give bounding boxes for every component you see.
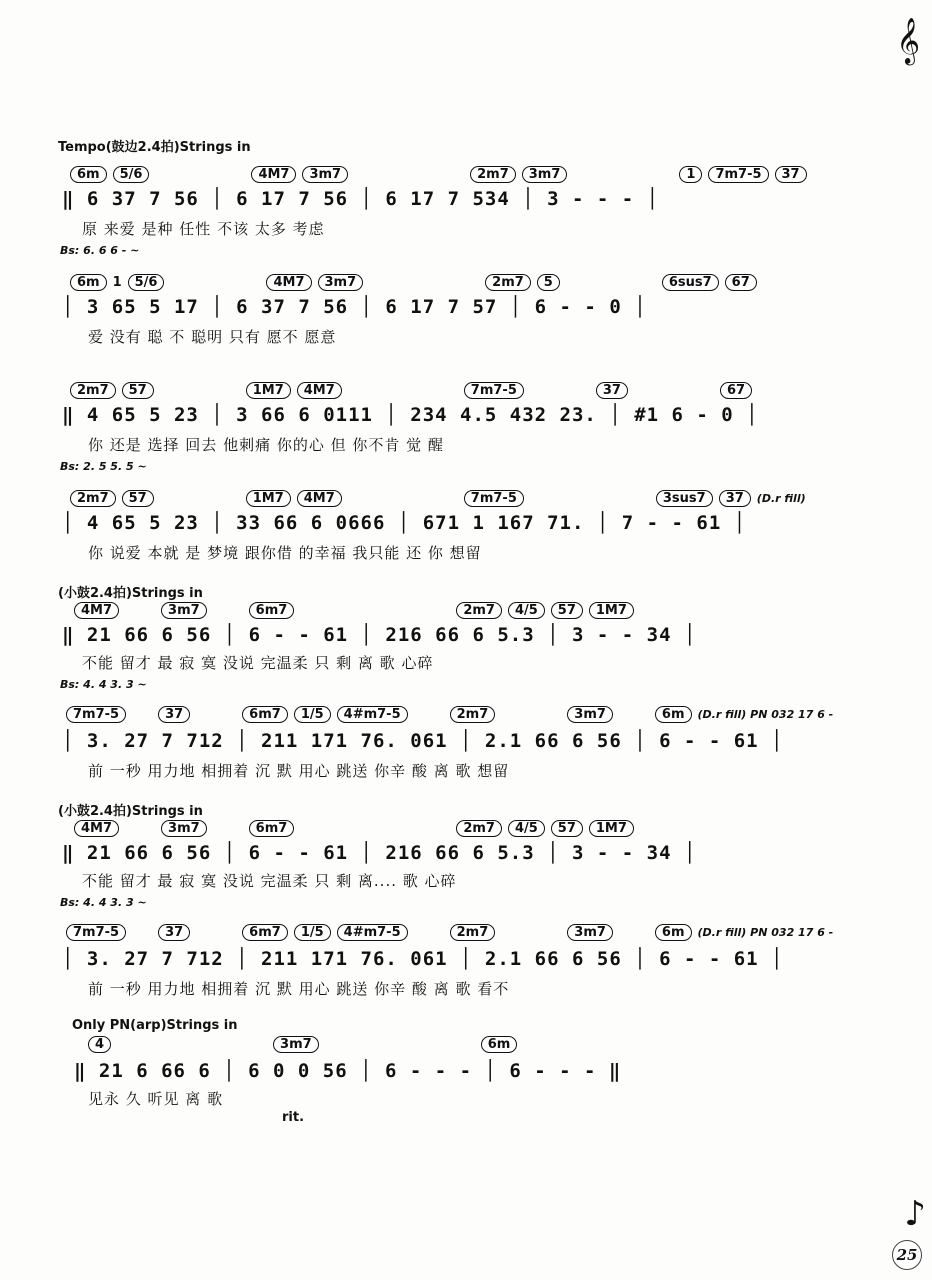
chord-row-5 [74,602,634,619]
chord: 3sus7 [656,490,713,507]
chord: 57 [122,382,154,399]
chord: 1M7 [246,382,291,399]
bass-line-1: Bs: 6. 6 6 - ~ [60,244,140,257]
chord: 57 [551,820,583,837]
chord: 1M7 [589,820,634,837]
chord: 4/5 [508,602,545,619]
chord: 1/5 [294,706,331,723]
treble-clef-icon: 𝄞 [896,18,920,64]
chord: 4M7 [251,166,296,183]
chord-row-1 [70,166,807,183]
notation-line-9: ‖ 21 6 66 6 │ 6 0 0 56 │ 6 - - - │ 6 - - - ‖ [74,1060,622,1082]
chord: 4 [88,1036,111,1053]
chord: 4M7 [74,602,119,619]
chord: 2m7 [456,602,502,619]
chord: 3m7 [161,820,207,837]
bass-line-7: Bs: 4. 4 3. 3 ~ [60,896,147,909]
chord: 3m7 [161,602,207,619]
chord: 4M7 [266,274,311,291]
chord-row-6 [66,706,833,723]
chord: 4M7 [297,382,342,399]
chord: 3m7 [273,1036,319,1053]
tempo-direction: Tempo(鼓边2.4拍)Strings in [58,140,251,155]
chord: 7m7-5 [464,490,524,507]
chord: 6m [70,166,107,183]
drum-fill-note: (D.r fill) [756,492,806,505]
chord: 6m7 [242,924,288,941]
notation-line-6: │ 3. 27 7 712 │ 211 171 76. 061 │ 2.1 66 6 56 │ 6 - - 61 │ [62,730,784,752]
bass-line-3: Bs: 2. 5 5. 5 ~ [60,460,147,473]
chord: 3m7 [302,166,348,183]
eighth-note-icon: ♪ [904,1194,926,1234]
notation-line-4: │ 4 65 5 23 │ 33 66 6 0666 │ 671 1 167 71. │ 7 - - 61 │ [62,512,747,534]
chord: 6m [70,274,107,291]
chord: 37 [158,706,190,723]
chord: 4#m7-5 [337,706,408,723]
lyrics-line-1: 原 来爱 是种 任性 不该 太多 考虑 [82,220,325,238]
chord: 6m [655,706,692,723]
bass-line-5: Bs: 4. 4 3. 3 ~ [60,678,147,691]
chord: 1M7 [246,490,291,507]
chord: 3m7 [318,274,364,291]
notation-line-8: │ 3. 27 7 712 │ 211 171 76. 061 │ 2.1 66 6 56 │ 6 - - 61 │ [62,948,784,970]
chord: 37 [719,490,751,507]
lyrics-line-2: 爱 没有 聪 不 聪明 只有 愿不 愿意 [88,328,337,346]
chord: 7m7-5 [66,706,126,723]
notation-line-2: │ 3 65 5 17 │ 6 37 7 56 │ 6 17 7 57 │ 6 - - 0 │ [62,296,647,318]
chord: 6m7 [242,706,288,723]
chord: 37 [775,166,807,183]
chord: 4M7 [74,820,119,837]
chord: 2m7 [450,924,496,941]
lyrics-line-4: 你 说爱 本就 是 梦境 跟你借 的幸福 我只能 还 你 想留 [88,544,482,562]
notation-line-5: ‖ 21 66 6 56 │ 6 - - 61 │ 216 66 6 5.3 │ 3 - - 34 │ [62,624,697,646]
chord: 4M7 [297,490,342,507]
chord: 6m [481,1036,518,1053]
chord: 5/6 [113,166,150,183]
lyrics-line-7: 不能 留才 最 寂 寞 没说 完温柔 只 剩 离.... 歌 心碎 [82,872,457,890]
chorus-direction-1: (小鼓2.4拍)Strings in [58,586,203,601]
chord: 6m [655,924,692,941]
chord: 1M7 [589,602,634,619]
chord: 2m7 [450,706,496,723]
chord-row-9 [88,1036,517,1053]
chord: 67 [725,274,757,291]
chord: 2m7 [470,166,516,183]
chord: 6m7 [249,602,295,619]
chord: 1/5 [294,924,331,941]
lyrics-line-5: 不能 留才 最 寂 寞 没说 完温柔 只 剩 离 歌 心碎 [82,654,434,672]
chord: 4/5 [508,820,545,837]
notation-line-3: ‖ 4 65 5 23 │ 3 66 6 0111 │ 234 4.5 432 23. │ #1 6 - 0 │ [62,404,759,426]
lyrics-line-3: 你 还是 选择 回去 他刺痛 你的心 但 你不肯 觉 醒 [88,436,444,454]
chord: 7m7-5 [66,924,126,941]
notation-line-7: ‖ 21 66 6 56 │ 6 - - 61 │ 216 66 6 5.3 │ 3 - - 34 │ [62,842,697,864]
lyrics-line-8: 前 一秒 用力地 相拥着 沉 默 用心 跳送 你辛 酸 离 歌 看不 [88,980,510,998]
chord-row-7 [74,820,634,837]
chord: 57 [122,490,154,507]
fill-annotation: (D.r fill) PN 032 17 6 - [697,926,834,939]
chord: 6sus7 [662,274,719,291]
chord: 3m7 [567,706,613,723]
chord: 67 [720,382,752,399]
outro-direction: Only PN(arp)Strings in [72,1018,238,1033]
chord: 37 [158,924,190,941]
chord: 7m7-5 [708,166,768,183]
chord: 2m7 [70,490,116,507]
lyrics-line-9: 见永 久 听见 离 歌 [88,1090,224,1108]
chord: 4#m7-5 [337,924,408,941]
chord: 2m7 [485,274,531,291]
chord: 2m7 [456,820,502,837]
chord: 57 [551,602,583,619]
chord-row-3 [70,382,752,399]
chord: 2m7 [70,382,116,399]
chord-row-8 [66,924,833,941]
chord-row-2 [70,274,757,291]
chord: 37 [596,382,628,399]
chord: 3m7 [522,166,568,183]
chord: 5/6 [128,274,165,291]
lyrics-line-6: 前 一秒 用力地 相拥着 沉 默 用心 跳送 你辛 酸 离 歌 想留 [88,762,510,780]
chord: 5 [537,274,560,291]
chorus-direction-2: (小鼓2.4拍)Strings in [58,804,203,819]
page-number: 25 [892,1240,922,1270]
fill-annotation: (D.r fill) PN 032 17 6 - [697,708,834,721]
chord: 1 [112,275,122,290]
notation-line-1: ‖ 6 37 7 56 │ 6 17 7 56 │ 6 17 7 534 │ 3 - - - │ [62,188,660,210]
chord-row-4 [70,490,806,507]
rit-marking: rit. [282,1110,305,1125]
chord: 7m7-5 [464,382,524,399]
chord: 6m7 [249,820,295,837]
chord: 1 [679,166,702,183]
chord: 3m7 [567,924,613,941]
